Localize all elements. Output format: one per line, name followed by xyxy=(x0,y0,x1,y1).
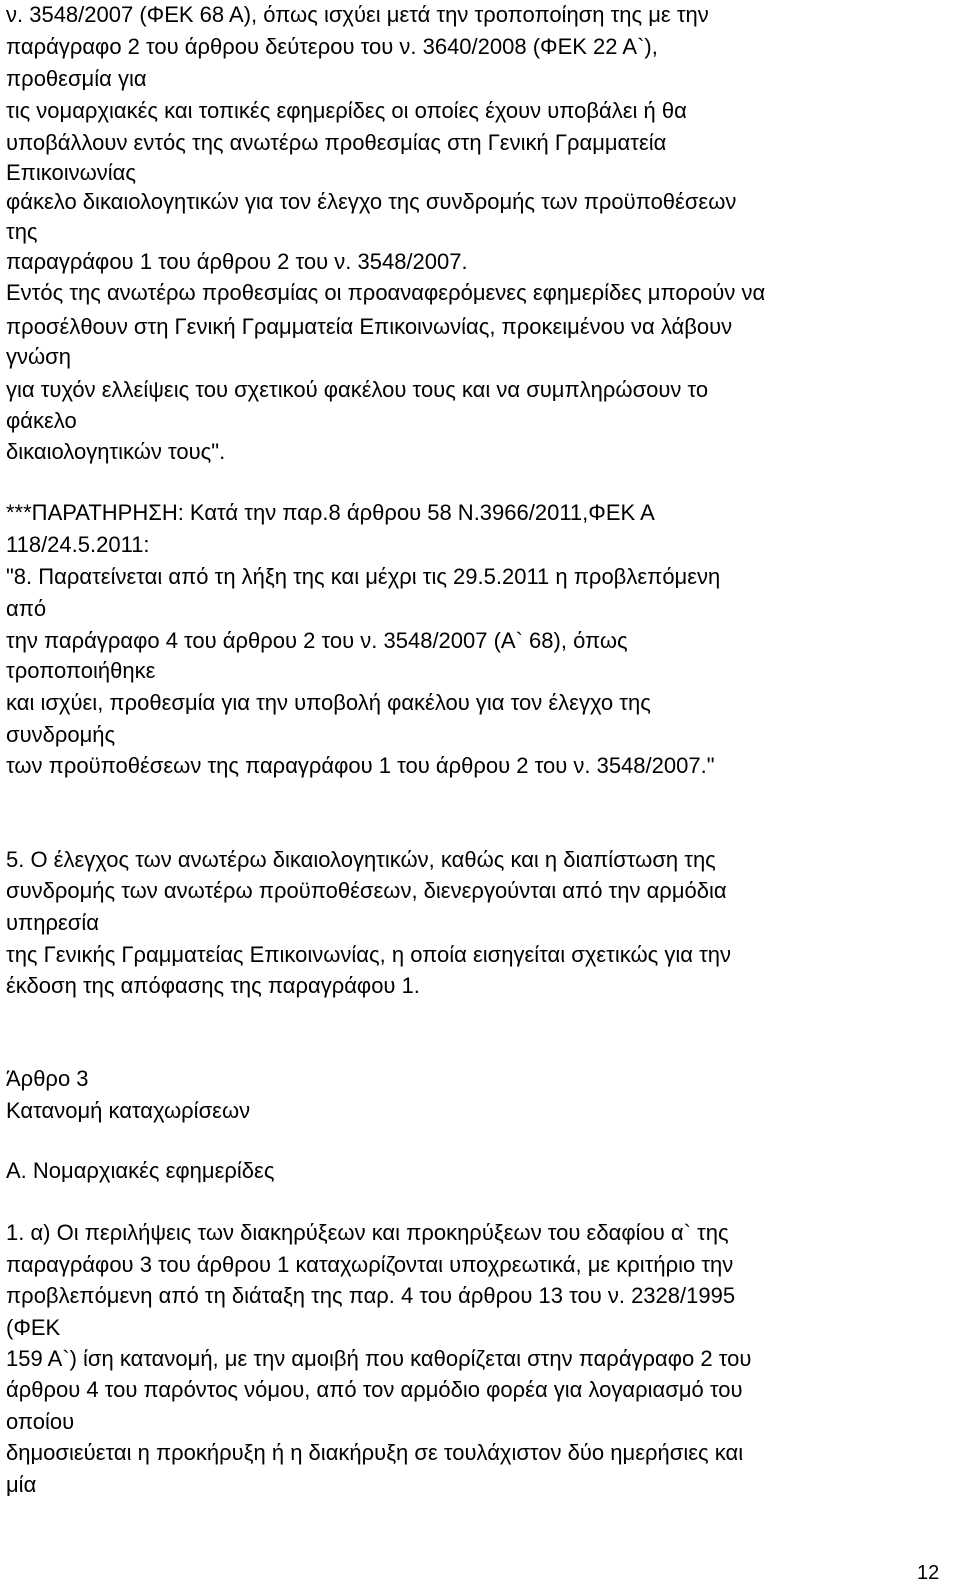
text-line: γνώση xyxy=(6,344,71,369)
text-line: παραγράφου 1 του άρθρου 2 του ν. 3548/2007. xyxy=(6,249,468,274)
text-line: τις νομαρχιακές και τοπικές εφημερίδες οι οποίες έχουν υποβάλει ή θα xyxy=(6,98,687,123)
text-line: 1. α) Οι περιλήψεις των διακηρύξεων και προκηρύξεων του εδαφίου α` της xyxy=(6,1220,729,1245)
text-line: προβλεπόμενη από τη διάταξη της παρ. 4 του άρθρου 13 του ν. 2328/1995 xyxy=(6,1283,736,1308)
text-line: παράγραφο 2 του άρθρου δεύτερου του ν. 3640/2008 (ΦΕΚ 22 Α`), xyxy=(6,34,658,59)
text-line: 159 Α`) ίση κατανομή, με την αμοιβή που καθορίζεται στην παράγραφο 2 του xyxy=(6,1346,752,1371)
text-line: της Γενικής Γραμματείας Επικοινωνίας, η οποία εισηγείται σχετικώς για την xyxy=(6,942,732,967)
text-line: τροποποιήθηκε xyxy=(6,658,156,683)
text-line: έκδοση της απόφασης της παραγράφου 1. xyxy=(6,973,420,998)
text-line: 5. Ο έλεγχος των ανωτέρω δικαιολογητικών, καθώς και η διαπίστωση της xyxy=(6,847,716,872)
subsection-heading: Α. Νομαρχιακές εφημερίδες xyxy=(6,1158,275,1183)
text-line: φάκελο xyxy=(6,408,77,433)
text-line: άρθρου 4 του παρόντος νόμου, από τον αρμόδιο φορέα για λογαριασμό του xyxy=(6,1377,743,1402)
text-line: δημοσιεύεται η προκήρυξη ή η διακήρυξη σε τουλάχιστον δύο ημερήσιες και xyxy=(6,1440,744,1465)
text-line: μία xyxy=(6,1472,37,1497)
section-heading: Κατανομή καταχωρίσεων xyxy=(6,1098,251,1123)
text-line: την παράγραφο 4 του άρθρου 2 του ν. 3548/2007 (Α` 68), όπως xyxy=(6,628,628,653)
text-line: φάκελο δικαιολογητικών για τον έλεγχο της συνδρομής των προϋποθέσεων xyxy=(6,189,737,214)
page-number: 12 xyxy=(917,1562,940,1584)
text-line: παραγράφου 3 του άρθρου 1 καταχωρίζονται υποχρεωτικά, με κριτήριο την xyxy=(6,1252,734,1277)
text-line: (ΦΕΚ xyxy=(6,1315,61,1340)
text-line: δικαιολογητικών τους". xyxy=(6,439,226,464)
text-line: της xyxy=(6,219,38,244)
article-heading: Άρθρο 3 xyxy=(6,1066,89,1091)
text-line: οποίου xyxy=(6,1409,75,1434)
text-line: προθεσμία για xyxy=(6,66,147,91)
text-line: προσέλθουν στη Γενική Γραμματεία Επικοινωνίας, προκειμένου να λάβουν xyxy=(6,314,733,339)
text-line: για τυχόν ελλείψεις του σχετικού φακέλου τους και να συμπληρώσουν το xyxy=(6,377,709,402)
text-line: Εντός της ανωτέρω προθεσμίας οι προαναφερόμενες εφημερίδες μπορούν να xyxy=(6,280,766,305)
text-line: 118/24.5.2011: xyxy=(6,532,150,557)
text-line: "8. Παρατείνεται από τη λήξη της και μέχρι τις 29.5.2011 η προβλεπόμενη xyxy=(6,564,721,589)
text-line: και ισχύει, προθεσμία για την υποβολή φακέλου για τον έλεγχο της xyxy=(6,690,651,715)
text-line: συνδρομής xyxy=(6,722,116,747)
text-line: υπηρεσία xyxy=(6,910,99,935)
text-line: ***ΠΑΡΑΤΗΡΗΣΗ: Κατά την παρ.8 άρθρου 58 Ν.3966/2011,ΦΕΚ Α xyxy=(6,500,655,525)
text-line: των προϋποθέσεων της παραγράφου 1 του άρθρου 2 του ν. 3548/2007." xyxy=(6,753,715,778)
text-line: υποβάλλουν εντός της ανωτέρω προθεσμίας στη Γενική Γραμματεία xyxy=(6,130,667,155)
text-line: από xyxy=(6,596,47,621)
text-line: συνδρομής των ανωτέρω προϋποθέσεων, διενεργούνται από την αρμόδια xyxy=(6,878,727,903)
text-line: ν. 3548/2007 (ΦΕΚ 68 Α), όπως ισχύει μετά την τροποποίηση της με την xyxy=(6,2,709,27)
text-line: Επικοινωνίας xyxy=(6,160,136,185)
